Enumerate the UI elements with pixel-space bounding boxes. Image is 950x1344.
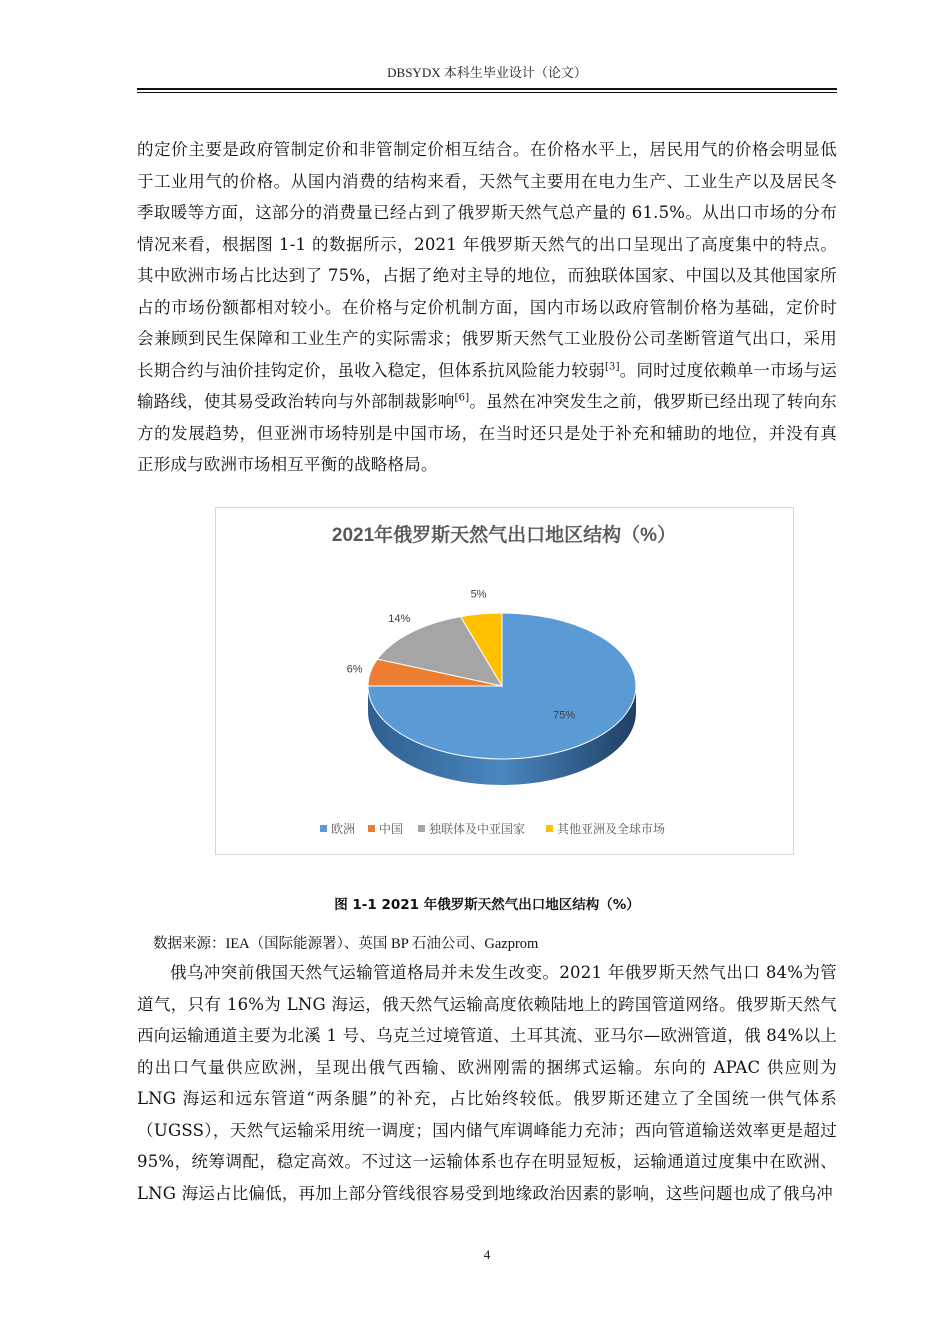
legend-swatch-2 <box>418 825 425 832</box>
legend-swatch-0 <box>320 825 327 832</box>
legend-swatch-3 <box>546 825 553 832</box>
data-source-note: 数据来源：IEA（国际能源署）、英国 BP 石油公司、Gazprom <box>153 936 539 952</box>
page-number: 4 <box>483 1247 491 1262</box>
header-rule-thin <box>137 92 837 93</box>
legend-label-1: 中国 <box>379 822 404 836</box>
paragraph-1-text-c: 。虽然在冲突发生之前，俄罗斯已经出现了转向东方的发展趋势，但亚洲市场特别是中国市场，在当时还只是处于补充和辅助的地位，并没有真正形成与欧洲市场相互平衡的战略格局。 <box>137 392 837 474</box>
running-header: DBSYDX 本科生毕业设计（论文） <box>387 65 587 80</box>
paragraph-1-text-a: 的定价主要是政府管制定价和非管制定价相互结合。在价格水平上，居民用气的价格会明显低于工业用气的价格。从国内消费的结构来看，天然气主要用在电力生产、工业生产以及居民冬季取暖等方面，这部分的消费量已经占到了俄罗斯天然气总产量的 61.5%。从出口市场的分布情况来看，根据图 1-1 的数据所示，2021 年俄罗斯天然气的出口呈现出了高度集中的特点。其中欧洲市场占比达到了 75%，占据了绝对主导的地位，而独联体国家、中国以及其他国家所占的市场份额都相对较小。在价格与定价机制方面，国内市场以政府管制价格为基础，定价时会兼顾到民生保障和工业生产的实际需求；俄罗斯天然气工业股份公司垄断管道气出口，采用长期合约与油价挂钩定价，虽收入稳定，但体系抗风险能力较弱 <box>137 140 837 380</box>
pie-data-label-0: 75% <box>553 709 576 722</box>
pie-data-label-2: 14% <box>388 612 411 625</box>
paragraph-2-text: 俄乌冲突前俄国天然气运输管道格局并未发生改变。2021 年俄罗斯天然气出口 84%为管道气，只有 16%为 LNG 海运，俄天然气运输高度依赖陆地上的跨国管道网络。俄罗斯天然气西向运输通道主要为北溪 1 号、乌克兰过境管道、土耳其流、亚马尔—欧洲管道，俄 84%以上的出口气量供应欧洲，呈现出俄气西输、欧洲刚需的捆绑式运输。东向的 APAC 供应则为 LNG 海运和远东管道“两条腿”的补充，占比始终较低。俄罗斯还建立了全国统一供气体系（UGSS），天然气运输采用统一调度；国内储气库调峰能力充沛；西向管道输送效率更是超过 95%，统筹调配，稳定高效。不过这一运输体系也存在明显短板，运输通道过度集中在欧洲、LNG 海运占比偏低，再加上部分管线很容易受到地缘政治因素的影响，这些问题也成了俄乌冲 <box>137 963 837 1203</box>
legend-label-2: 独联体及中亚国家 <box>429 822 526 836</box>
pie-data-label-3: 5% <box>470 588 487 601</box>
pie-chart <box>215 507 794 855</box>
chart-legend <box>320 821 665 836</box>
header-rule <box>137 88 837 90</box>
citation-6[interactable]: [6] <box>454 392 470 404</box>
pie-data-label-1: 6% <box>346 663 363 676</box>
paragraph-2 <box>137 957 837 1209</box>
figure-caption: 图 1-1 2021 年俄罗斯天然气出口地区结构（%） <box>334 897 640 913</box>
legend-label-3: 其他亚洲及全球市场 <box>557 822 666 836</box>
chart-title: 2021年俄罗斯天然气出口地区结构（%） <box>331 525 677 546</box>
pie-slices-group <box>368 613 636 759</box>
paragraph-1 <box>137 134 837 481</box>
legend-swatch-1 <box>368 825 375 832</box>
paragraph-1-text-b: 。同时过度依赖单一市场与运输路线，使其易受政治转向与外部制裁影响 <box>137 360 837 411</box>
pie-chart-svg <box>216 508 793 854</box>
legend-label-0: 欧洲 <box>331 822 356 836</box>
citation-3[interactable]: [3] <box>604 361 620 372</box>
